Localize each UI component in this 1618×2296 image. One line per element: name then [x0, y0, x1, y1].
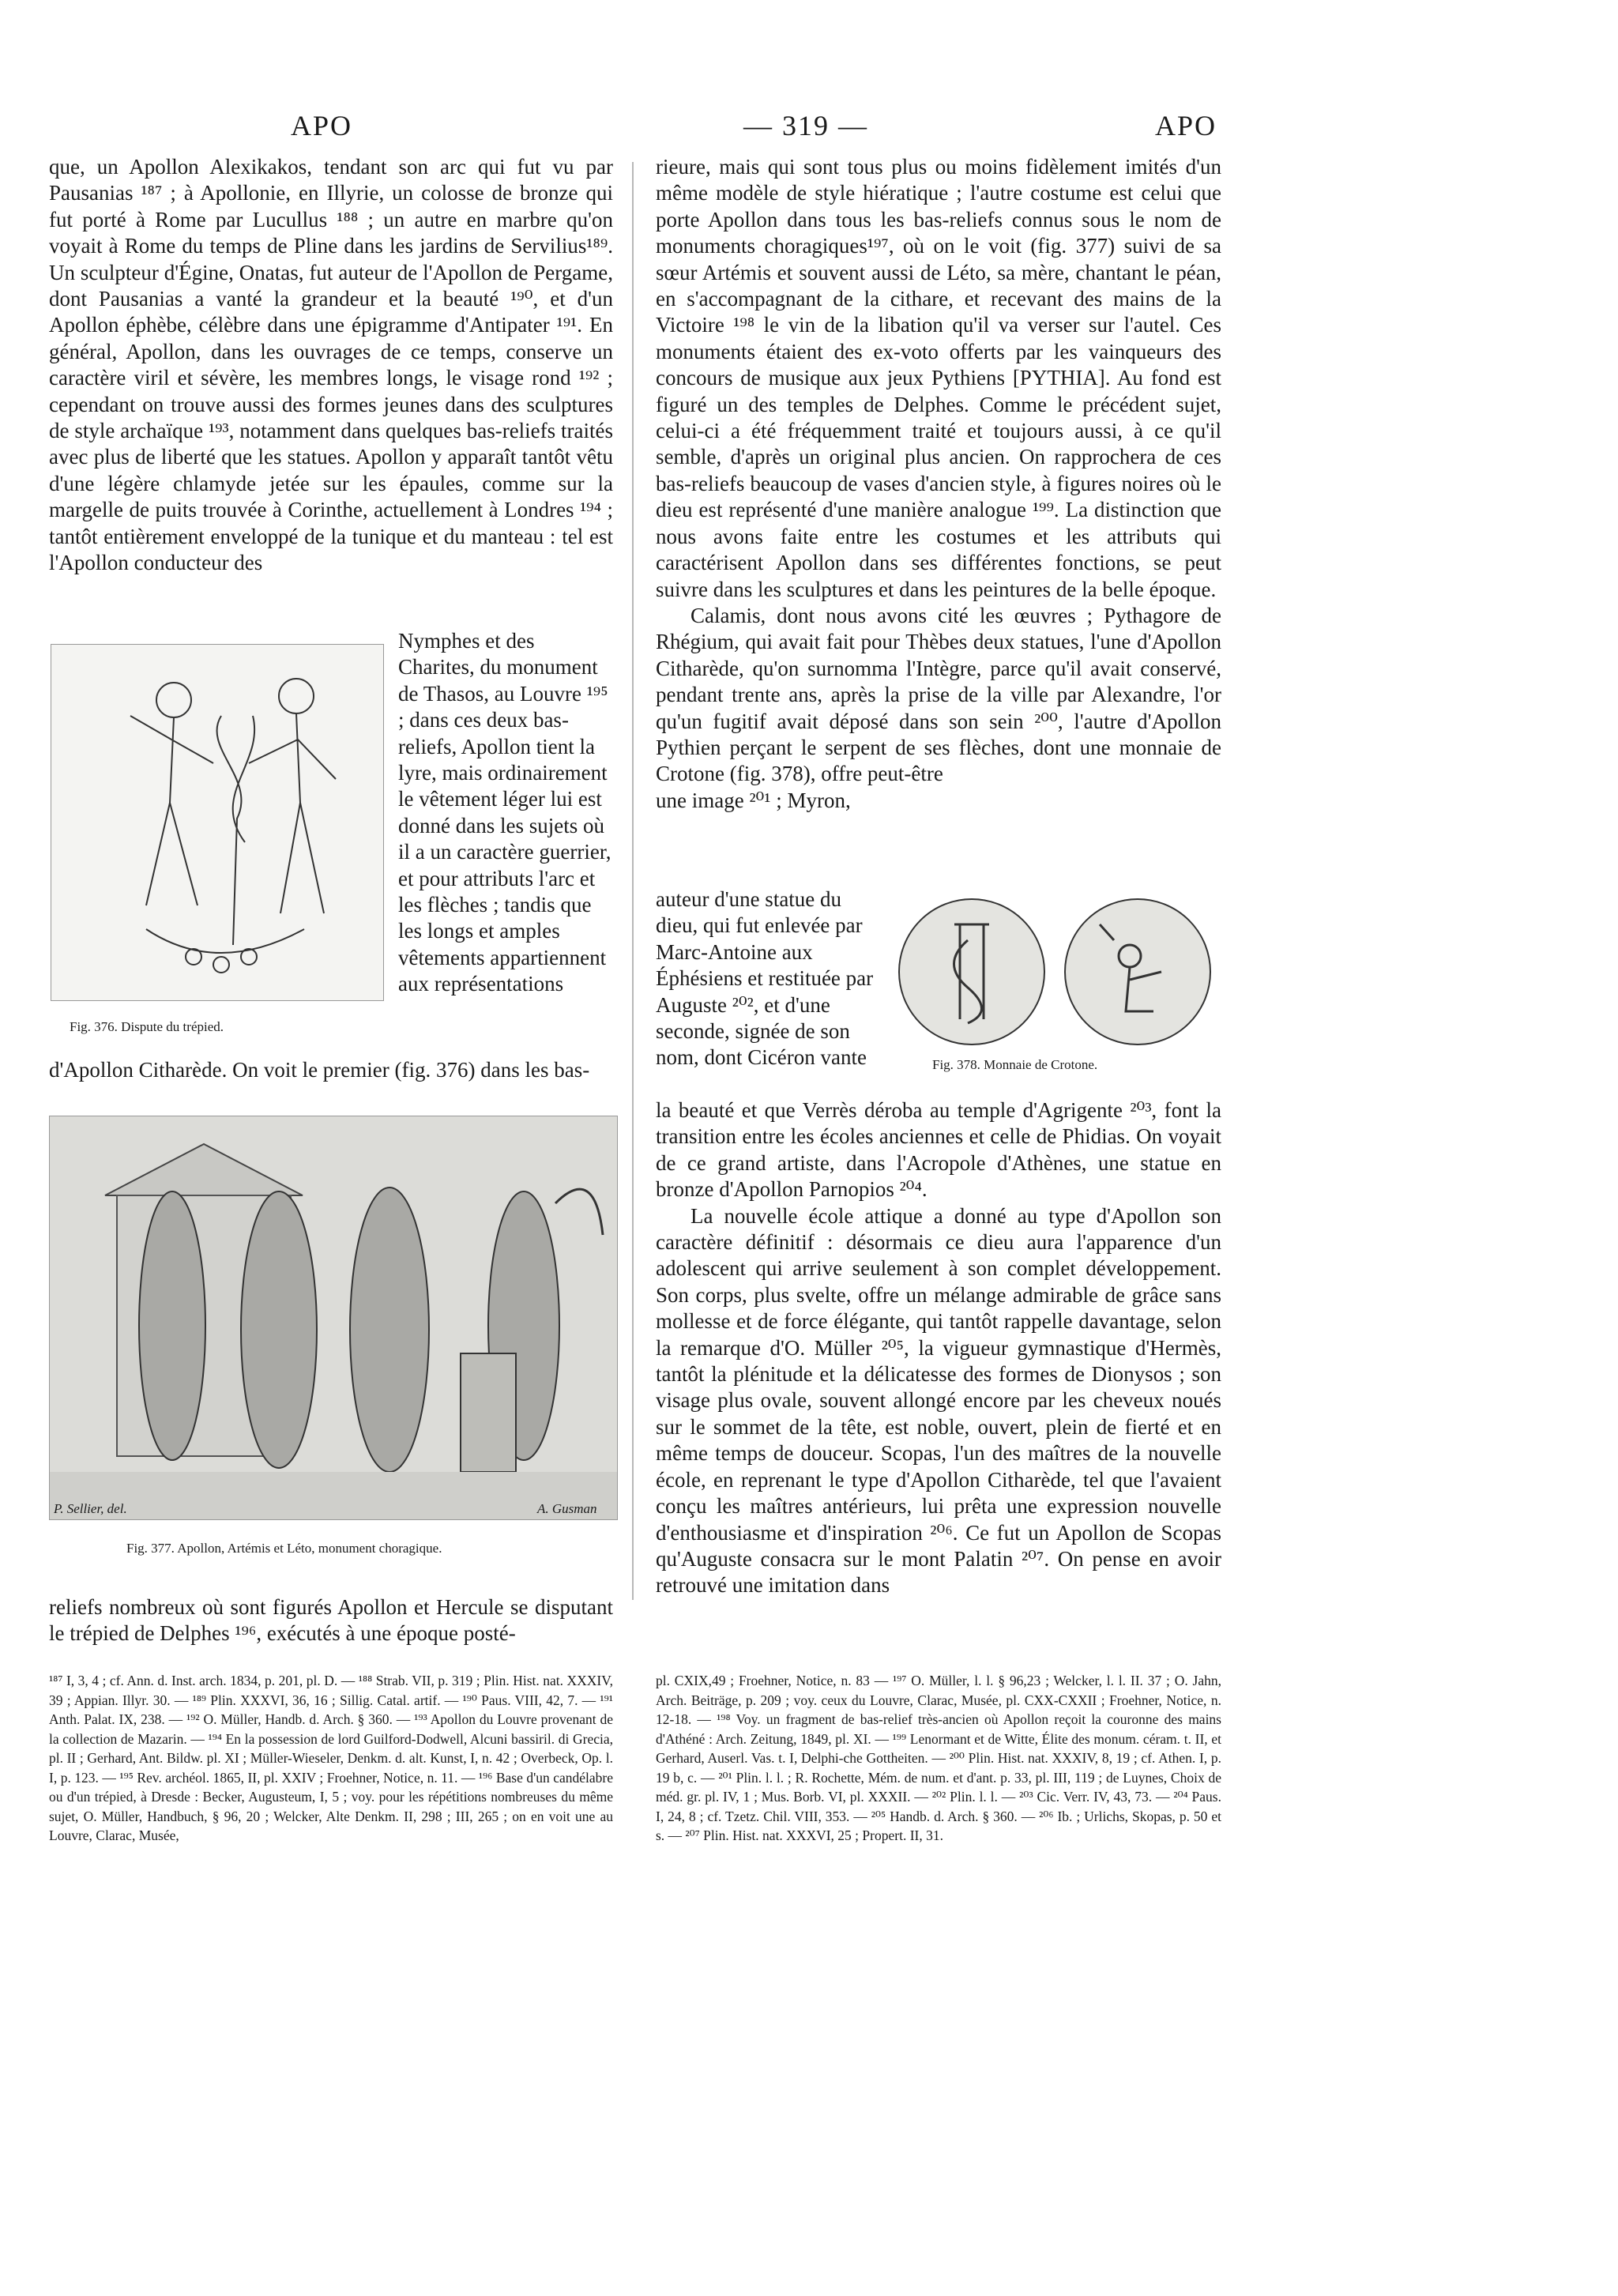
figure-376-caption: Fig. 376. Dispute du trépied.: [70, 1019, 224, 1034]
right-paragraph-1: rieure, mais qui sont tous plus ou moins fidèlement imités d'un même modèle de style hiératique ; l'autre costume est celui que porte Apollon dans tous les bas-reliefs connus sous le nom de monuments choragiques¹⁹⁷, où on le voit (fig. 377) suivi de sa sœur Artémis et souvent aussi de Léto, sa mère, chantant le péan, en s'accompagnant de la cithare, et recevant des mains de la Victoire ¹⁹⁸ le vin de la libation qu'il va verser sur l'autel. Ces monuments étaient des ex-voto offerts par les vainqueurs des concours de musique aux jeux Pythiens [PYTHIA]. Au fond est figuré un des temples de Delphes. Comme le précédent sujet, celui-ci a été fréquemment traité et toujours aussi, à ce qu'il semble, d'après un original plus ancien. On rapprochera de ces bas-reliefs beaucoup de vases d'ancien style, à figures noires où le dieu est représenté d'une manière analogue ¹⁹⁹. La distinction que nous avons faite entre les costumes et les attributs qui caractérisent Apollon dans ses différentes fonctions, se peut suivre dans les sculptures et dans les peintures de la belle époque.: [656, 155, 1221, 601]
right-paragraph-2-wrap: auteur d'une statue du dieu, qui fut enlevée par Marc-Antoine aux Éphésiens et restituée par Auguste ²⁰², et d'une seconde, signée de son nom, dont Cicéron vante: [656, 887, 874, 1070]
right-paragraph-2-line: une image ²⁰¹ ; Myron,: [656, 788, 851, 812]
crotone-coin-illustration: [893, 893, 1217, 1051]
left-column-wrap: [398, 628, 613, 998]
choragic-relief-illustration: [50, 1116, 617, 1519]
footnotes-right: pl. CXIX,49 ; Froehner, Notice, n. 83 — ¹⁹⁷ O. Müller, l. l. § 96,23 ; Welcker, l. l. II. 37 ; O. Jahn, Arch. Beiträge, p. 209 ; voy. ceux du Louvre, Clarac, Musée, pl. CXX-CXXII ; Froehner, Notice, n. 12-18. — ¹⁹⁸ Voy. un fragment de bas-relief très-ancien où Apollon reçoit la couronne des mains d'Athéné : Arch. Zeitung, 1849, pl. XI. — ¹⁹⁹ Lenormant et de Witte, Élite des monum. céram. t. II, et Gerhard, Auserl. Vas. t. I, Delphi-che Gottheiten. — ²⁰⁰ Plin. Hist. nat. XXXIV, 8, 19 ; cf. Athen. I, p. 19 b, c. — ²⁰¹ Plin. l. l. ; R. Rochette, Mém. de num. et d'ant. p. 33, pl. III, 119 ; de Luynes, Choix de méd. gr. pl. IV, 1 ; Mus. Borb. VI, pl. XXXII. — ²⁰² Plin. l. l. — ²⁰³ Cic. Verr. IV, 43, 73. — ²⁰⁴ Paus. I, 24, 8 ; cf. Tzetz. Chil. VIII, 353. — ²⁰⁵ Handb. d. Arch. § 360. — ²⁰⁶ Ib. ; Urlichs, Skopas, p. 50 et s. — ²⁰⁷ Plin. Hist. nat. XXXVI, 25 ; Propert. II, 31.: [656, 1673, 1221, 1843]
left-paragraph-2: reliefs nombreux où sont figurés Apollon et Hercule se disputant le trépied de Delphes ¹⁹⁶, exécutés à une époque posté-: [49, 1595, 613, 1646]
figure-377-signature-right: A. Gusman: [537, 1501, 597, 1516]
left-paragraph-1: que, un Apollon Alexikakos, tendant son arc qui fut vu par Pausanias ¹⁸⁷ ; à Apollonie, en Illyrie, un colosse de bronze qui fut porté à Rome par Lucullus ¹⁸⁸ ; un autre en marbre qu'on voyait à Rome du temps de Pline dans les jardins de Servilius¹⁸⁹. Un sculpteur d'Égine, Onatas, fut auteur de l'Apollon de Pergame, dont Pausanias a vanté la grandeur et la beauté ¹⁹⁰, et d'un Apollon éphèbe, célèbre dans une épigramme d'Antipater ¹⁹¹. En général, Apollon, dans les ouvrages de ce temps, conserve un caractère viril et sévère, les membres longs, le visage rond ¹⁹² ; cependant on trouve aussi des formes jeunes dans des sculptures de style archaïque ¹⁹³, notamment dans quelques bas-reliefs traités avec plus de liberté que les statues. Apollon y apparaît tantôt vêtu d'une légère chlamyde jetée sur les épaules, comme sur la margelle de puits trouvée à Corinthe, actuellement à Londres ¹⁹⁴ ; tantôt entièrement enveloppé de la tunique et du manteau : tel est l'Apollon conducteur des: [49, 155, 613, 575]
figure-378-caption: Fig. 378. Monnaie de Crotone.: [932, 1057, 1098, 1072]
left-column-bottom: [49, 1594, 613, 1647]
right-column-wrap: [656, 886, 877, 1071]
figure-377-signature-left: P. Sellier, del.: [54, 1501, 127, 1516]
right-column-top: [656, 154, 1221, 814]
left-paragraph-1-wrap: Nymphes et des Charites, du monument de Thasos, au Louvre ¹⁹⁵ ; dans ces deux bas-reliefs, Apollon tient la lyre, mais ordinairement le vêtement léger lui est donné dans les sujets où il a un caractère guerrier, et pour attributs l'arc et les flèches ; tandis que les longs et amples vêtements appartiennent aux représentations: [398, 629, 611, 996]
tripod-dispute-illustration: [51, 645, 383, 1000]
running-head-right: APO: [1155, 110, 1217, 141]
running-head-left: APO: [291, 110, 353, 141]
right-column-bottom: [656, 1097, 1221, 1599]
footnotes-left: ¹⁸⁷ I, 3, 4 ; cf. Ann. d. Inst. arch. 1834, p. 201, pl. D. — ¹⁸⁸ Strab. VII, p. 319 ; Plin. Hist. nat. XXXIV, 39 ; Appian. Illyr. 30. — ¹⁸⁹ Plin. XXXVI, 36, 16 ; Sillig. Catal. artif. — ¹⁹⁰ Paus. VIII, 42, 7. — ¹⁹¹ Anth. Palat. IX, 238. — ¹⁹² O. Müller, Handb. d. Arch. § 360. — ¹⁹³ Apollon du Louvre provenant de la collection de Mazarin. — ¹⁹⁴ En la possession de lord Guilford-Dodwell, Alcuni bassiril. di Grecia, pl. II ; Gerhard, Ant. Bildw. pl. XI ; Müller-Wieseler, Denkm. d. alt. Kunst, I, n. 42 ; Overbeck, Op. l. I, p. 123. — ¹⁹⁵ Rev. archéol. 1865, II, pl. XXIV ; Froehner, Notice, n. 11. — ¹⁹⁶ Base d'un candélabre ou d'un trépied, à Dresde : Becker, Augusteum, I, 5 ; voy. pour les répétitions nombreuses du même sujet, O. Müller, Handbuch, § 96, 20 ; Welcker, Alte Denkm. II, 298 ; III, 265 ; on en voit une au Louvre, Clarac, Musée,: [49, 1673, 613, 1843]
left-column-top: [49, 154, 613, 577]
figure-377-caption: Fig. 377. Apollon, Artémis et Léto, monument choragique.: [126, 1541, 442, 1556]
left-column-line-end: [49, 1057, 613, 1083]
left-paragraph-1-end: d'Apollon Citharède. On voit le premier (fig. 376) dans les bas-: [49, 1058, 590, 1082]
figure-377-image: [49, 1116, 618, 1520]
right-paragraph-3: La nouvelle école attique a donné au type d'Apollon son caractère définitif : désormais ce dieu aura l'apparence d'un adolescent qui arrive seulement à son complet développement. Son corps, plus svelte, offre un mélange admirable de grâce sans mollesse et de force élégante, qui tantôt rappelle davantage, selon la remarque d'O. Müller ²⁰⁵, la vigueur gymnastique d'Hermès, tantôt la plénitude et la délicatesse des formes de Dionysos ; son visage plus ovale, souvent allongé encore par les cheveux noués sur le sommet de la tête, est noble, ouvert, plein de fierté et en même temps de douceur. Scopas, l'un des maîtres de la nouvelle école, en reprenant le type d'Apollon Citharède, tel que l'avaient conçu les maîtres antérieurs, lui prêta une expression nouvelle d'enthousiasme et d'inspiration ²⁰⁶. Ce fut un Apollon de Scopas qu'Auguste consacra sur le mont Palatin ²⁰⁷. On pense en avoir retrouvé une imitation dans: [656, 1203, 1221, 1598]
page-number: — 319 —: [743, 110, 868, 141]
right-paragraph-2-end: la beauté et que Verrès déroba au temple d'Agrigente ²⁰³, font la transition entre les écoles anciennes et celle de Phidias. On voyait de ce grand artiste, dans l'Acropole d'Athènes, une statue en bronze d'Apollon Parnopios ²⁰⁴.: [656, 1098, 1221, 1202]
right-paragraph-2: Calamis, dont nous avons cité les œuvres ; Pythagore de Rhégium, qui avait fait pour Thèbes deux statues, l'une d'Apollon Citharède, qu'on surnomma l'Intègre, parce qu'il avait conservé, pendant trente ans, après la prise de la ville par Alexandre, l'or qu'un fugitif avait déposé dans son sein ²⁰⁰, l'autre d'Apollon Pythien perçant le serpent de ses flèches, dont une monnaie de Crotone (fig. 378), offre peut-être: [656, 603, 1221, 786]
figure-378-image: [893, 893, 1217, 1051]
figure-376-image: [51, 644, 384, 1001]
column-divider: [632, 162, 634, 1600]
